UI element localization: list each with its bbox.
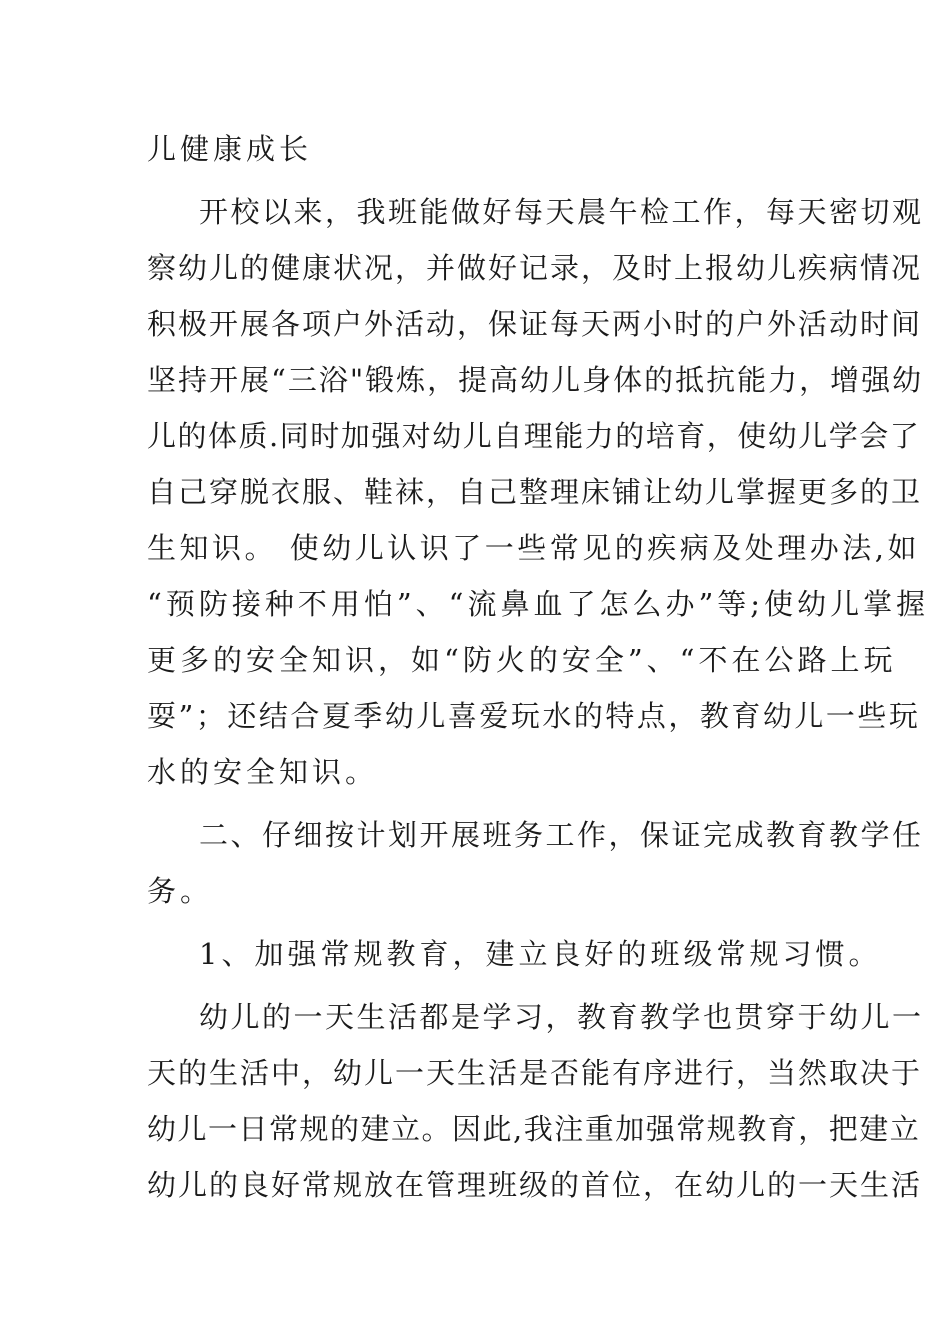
text-line: 水的安全知识。: [147, 755, 379, 789]
text-line: 幼儿的良好常规放在管理班级的首位，在幼儿的一天生活: [147, 1168, 923, 1202]
text-line: 耍”；还结合夏季幼儿喜爱玩水的特点，教育幼儿一些玩: [147, 699, 921, 733]
text-line: 儿健康成长: [147, 132, 313, 166]
text-line: 二、仔细按计划开展班务工作，保证完成教育教学任: [199, 818, 924, 852]
text-line: 生知识。 使幼儿认识了一些常见的疾病及处理办法,如: [147, 531, 920, 565]
text-line: 更多的安全知识，如“防火的安全”、“不在公路上玩: [147, 643, 897, 677]
text-line: 察幼儿的健康状况，并做好记录，及时上报幼儿疾病情况: [147, 251, 923, 285]
text-line: 开校以来，我班能做好每天晨午检工作，每天密切观: [199, 195, 924, 229]
text-line: 积极开展各项户外活动，保证每天两小时的户外活动时间: [147, 307, 923, 341]
text-line: 儿的体质.同时加强对幼儿自理能力的培育，使幼儿学会了: [147, 419, 921, 453]
text-line: 幼儿的一天生活都是学习，教育教学也贯穿于幼儿一: [199, 1000, 924, 1034]
text-line: 幼儿一日常规的建立。因此,我注重加强常规教育，把建立: [147, 1112, 921, 1146]
text-line: 坚持开展“三浴"锻炼，提高幼儿身体的抵抗能力，增强幼: [147, 363, 924, 397]
text-line: 自己穿脱衣服、鞋袜，自己整理床铺让幼儿掌握更多的卫: [147, 475, 923, 509]
text-line: “预防接种不用怕”、“流鼻血了怎么办”等;使幼儿掌握: [147, 587, 930, 621]
text-line: 天的生活中，幼儿一天生活是否能有序进行，当然取决于: [147, 1056, 923, 1090]
text-line: 务。: [147, 874, 214, 908]
text-line: 1、加强常规教育，建立良好的班级常规习惯。: [199, 937, 882, 971]
